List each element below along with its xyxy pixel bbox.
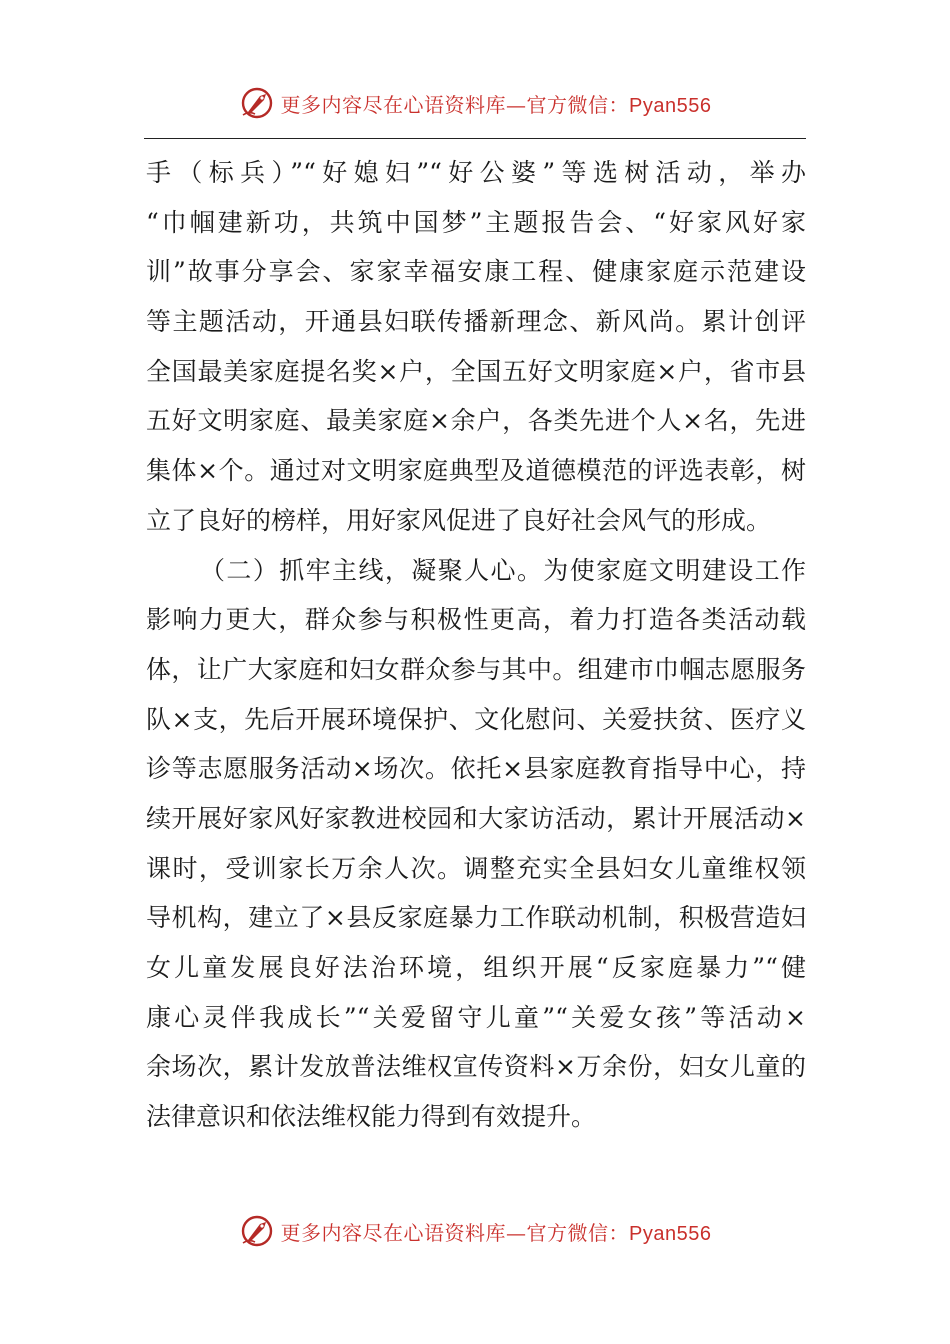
footer-wechat-id: Pyan556 <box>629 1222 712 1245</box>
document-body <box>146 148 806 1142</box>
body-line-12: 队×支，先后开展环境保护、文化慰问、关爱扶贫、医疗义 <box>146 704 806 734</box>
body-line-10: 影响力更大，群众参与积极性更高，着力打造各类活动载 <box>146 605 806 635</box>
body-line-16: 导机构，建立了×县反家庭暴力工作联动机制，积极营造妇 <box>146 903 806 933</box>
footer-watermark-text <box>281 1217 712 1246</box>
pen-nib-circle-logo-icon <box>239 85 275 121</box>
header-watermark <box>0 80 950 126</box>
section-heading-line: （二）抓牢主线，凝聚人心。为使家庭文明建设工作 <box>200 555 806 585</box>
body-line-5: 全国最美家庭提名奖×户，全国五好文明家庭×户，省市县 <box>146 356 806 386</box>
header-wechat-id: Pyan556 <box>629 94 712 117</box>
header-divider <box>144 138 806 139</box>
body-line-20: 法律意识和依法维权能力得到有效提升。 <box>146 1102 597 1132</box>
body-line-13: 诊等志愿服务活动×场次。依托×县家庭教育指导中心，持 <box>146 754 806 784</box>
body-line-11: 体，让广大家庭和妇女群众参与其中。组建市巾帼志愿服务 <box>146 654 806 684</box>
body-line-2: “巾帼建新功，共筑中国梦”主题报告会、“好家风好家 <box>146 207 806 237</box>
header-watermark-label: 更多内容尽在心语资料库—官方微信： <box>280 92 630 117</box>
body-line-15: 课时，受训家长万余人次。调整充实全县妇女儿童维权领 <box>146 853 806 883</box>
body-line-8: 立了良好的榜样，用好家风促进了良好社会风气的形成。 <box>146 505 772 535</box>
body-line-4: 等主题活动，开通县妇联传播新理念、新风尚。累计创评 <box>146 307 806 337</box>
body-line-7: 集体×个。通过对文明家庭典型及道德模范的评选表彰，树 <box>146 456 806 486</box>
pen-nib-circle-logo-icon <box>239 1213 275 1249</box>
body-line-18: 康心灵伴我成长”“关爱留守儿童”“关爱女孩”等活动× <box>146 1002 806 1032</box>
body-line-19: 余场次，累计发放普法维权宣传资料×万余份，妇女儿童的 <box>146 1052 806 1082</box>
body-line-1: 手（标兵）”“好媳妇”“好公婆”等选树活动，举办 <box>146 158 806 187</box>
header-watermark-text <box>281 89 712 118</box>
body-line-17: 女儿童发展良好法治环境，组织开展“反家庭暴力”“健 <box>146 953 806 982</box>
footer-watermark-label: 更多内容尽在心语资料库—官方微信： <box>280 1220 630 1245</box>
body-line-6: 五好文明家庭、最美家庭×余户，各类先进个人×名，先进 <box>146 406 806 436</box>
body-line-3: 训”故事分享会、家家幸福安康工程、健康家庭示范建设 <box>146 257 806 287</box>
footer-watermark <box>0 1208 950 1254</box>
body-line-14: 续开展好家风好家教进校园和大家访活动，累计开展活动× <box>146 803 806 833</box>
